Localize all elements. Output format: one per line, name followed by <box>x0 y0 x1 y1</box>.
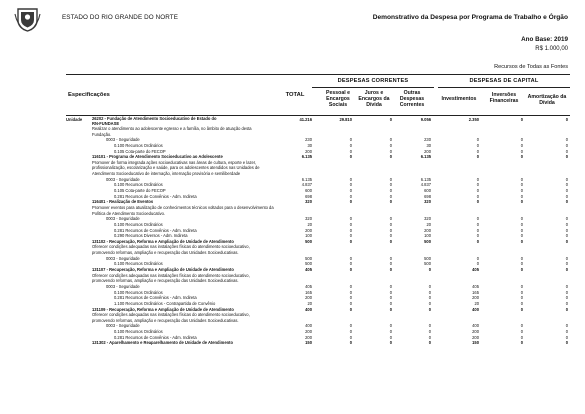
row-amortizacao-value: 0 <box>565 182 568 188</box>
row-label: 0.100 Recursos Ordinários <box>114 182 163 188</box>
resource-scope: Recursos de Todas as Fontes <box>494 64 568 70</box>
row-total-value: 200 <box>305 148 312 154</box>
row-total-value: 200 <box>305 334 312 340</box>
row-juros-value: 0 <box>389 323 392 329</box>
currency-unit: R$ 1.000,00 <box>535 46 568 52</box>
row-investimentos-value: 0 <box>476 137 479 143</box>
row-total-value: 6.135 <box>301 154 312 160</box>
state-coat-of-arms-icon <box>14 6 41 33</box>
row-label: Oferecer condições adequadas nas instalações físicas do atendimento socioeducativo, <box>92 312 250 318</box>
row-pessoal-value: 0 <box>349 323 352 329</box>
despesas-capital-header: DESPESAS DE CAPITAL <box>469 78 539 84</box>
row-label: 116401 - Realização de Eventos <box>92 199 154 205</box>
row-juros-value: 0 <box>389 148 392 154</box>
row-outras-value: 0 <box>428 329 431 335</box>
row-inversoes-value: 0 <box>520 154 523 160</box>
row-inversoes-value: 0 <box>520 295 523 301</box>
row-amortizacao-value: 0 <box>565 300 568 306</box>
row-investimentos-value: 405 <box>472 283 479 289</box>
despesas-correntes-header: DESPESAS CORRENTES <box>337 78 409 84</box>
row-label: 0003 - Seguridade <box>106 176 140 182</box>
row-outras-value: 30 <box>426 142 431 148</box>
row-amortizacao-value: 0 <box>565 216 568 222</box>
row-total-value: 200 <box>305 227 312 233</box>
table-row <box>66 340 570 346</box>
row-amortizacao-value: 0 <box>565 154 568 160</box>
row-outras-value: 0 <box>428 267 431 273</box>
row-amortizacao-value: 0 <box>565 289 568 295</box>
row-investimentos-value: 0 <box>476 238 479 244</box>
row-investimentos-value: 200 <box>472 295 479 301</box>
row-amortizacao-value: 0 <box>565 329 568 335</box>
row-juros-value: 0 <box>389 199 392 205</box>
row-outras-value: 0 <box>428 295 431 301</box>
row-pessoal-value: 0 <box>349 300 352 306</box>
row-label: 0.105 Cota-parte do FECOP <box>114 148 166 154</box>
row-total-value: 500 <box>305 261 312 267</box>
row-total-value: 600 <box>305 188 312 194</box>
row-inversoes-value: 0 <box>520 216 523 222</box>
row-pessoal-value: 0 <box>349 267 352 273</box>
row-inversoes-value: 0 <box>520 137 523 143</box>
row-inversoes-value: 0 <box>520 334 523 340</box>
row-total-value: 200 <box>305 295 312 301</box>
row-investimentos-value: 165 <box>472 289 479 295</box>
row-inversoes-value: 0 <box>520 188 523 194</box>
row-pessoal-value: 0 <box>349 188 352 194</box>
row-pessoal-value: 0 <box>349 221 352 227</box>
row-investimentos-value: 0 <box>476 176 479 182</box>
row-investimentos-value: 400 <box>472 323 479 329</box>
row-juros-value: 0 <box>389 255 392 261</box>
report-title: Demonstrativo da Despesa por Programa de Trabalho e Órgão <box>372 14 568 21</box>
row-amortizacao-value: 0 <box>565 221 568 227</box>
row-juros-value: 0 <box>389 216 392 222</box>
row-amortizacao-value: 0 <box>565 283 568 289</box>
unidade-total: 41.216 <box>299 117 312 122</box>
row-investimentos-value: 0 <box>476 216 479 222</box>
row-pessoal-value: 0 <box>349 148 352 154</box>
row-label: 0.281 Recursos de Convênios - Adm. Indireta <box>114 295 197 301</box>
row-pessoal-value: 0 <box>349 283 352 289</box>
row-juros-value: 0 <box>389 306 392 312</box>
row-label: 0.100 Recursos Ordinários <box>114 261 163 267</box>
row-outras-value: 500 <box>424 261 431 267</box>
row-inversoes-value: 0 <box>520 283 523 289</box>
row-inversoes-value: 0 <box>520 340 523 346</box>
row-outras-value: 0 <box>428 323 431 329</box>
row-outras-value: 320 <box>424 216 431 222</box>
row-inversoes-value: 0 <box>520 176 523 182</box>
row-amortizacao-value: 0 <box>565 340 568 346</box>
row-investimentos-value: 0 <box>476 255 479 261</box>
row-amortizacao-value: 0 <box>565 148 568 154</box>
row-label: Promover eventos para atualização de conhecimentos técnicos voltados para o desenvolvimento da <box>92 204 274 210</box>
row-outras-value: 0 <box>428 340 431 346</box>
ano-base: Ano Base: 2019 <box>521 36 568 43</box>
row-label: promovendo reformas, ampliação e recuperação das Unidades Socioeducativas. <box>92 278 239 284</box>
row-investimentos-value: 0 <box>476 193 479 199</box>
row-juros-value: 0 <box>389 188 392 194</box>
row-investimentos-value: 20 <box>474 300 479 306</box>
row-total-value: 400 <box>305 323 312 329</box>
row-amortizacao-value: 0 <box>565 188 568 194</box>
row-investimentos-value: 0 <box>476 199 479 205</box>
row-amortizacao-value: 0 <box>565 176 568 182</box>
row-total-value: 500 <box>305 255 312 261</box>
row-amortizacao-value: 0 <box>565 238 568 244</box>
row-outras-value: 20 <box>426 221 431 227</box>
row-investimentos-value: 0 <box>476 221 479 227</box>
row-label: 0.290 Recursos Diversos - Adm. Indireta <box>114 233 188 239</box>
investimentos-header: Investimentos <box>441 96 477 102</box>
row-total-value: 400 <box>305 306 312 312</box>
row-label: 0003 - Seguridade <box>106 216 140 222</box>
row-inversoes-value: 0 <box>520 261 523 267</box>
header-top-rule <box>66 74 570 75</box>
row-pessoal-value: 0 <box>349 176 352 182</box>
row-amortizacao-value: 0 <box>565 334 568 340</box>
row-outras-value: 200 <box>424 227 431 233</box>
unidade-pessoal: 29.810 <box>339 117 352 122</box>
row-juros-value: 0 <box>389 227 392 233</box>
row-pessoal-value: 0 <box>349 261 352 267</box>
row-inversoes-value: 0 <box>520 238 523 244</box>
row-outras-value: 320 <box>424 199 431 205</box>
row-inversoes-value: 0 <box>520 227 523 233</box>
pessoal-header: Pessoal e Encargos Sociais <box>326 90 350 109</box>
row-total-value: 320 <box>305 216 312 222</box>
row-juros-value: 0 <box>389 334 392 340</box>
row-inversoes-value: 0 <box>520 300 523 306</box>
row-inversoes-value: 0 <box>520 221 523 227</box>
row-outras-value: 100 <box>424 233 431 239</box>
row-juros-value: 0 <box>389 300 392 306</box>
unidade-investimentos: 2.350 <box>468 117 479 122</box>
row-total-value: 100 <box>305 233 312 239</box>
row-juros-value: 0 <box>389 137 392 143</box>
total-header: TOTAL <box>285 92 305 98</box>
row-amortizacao-value: 0 <box>565 261 568 267</box>
row-investimentos-value: 0 <box>476 182 479 188</box>
row-total-value: 405 <box>305 283 312 289</box>
row-juros-value: 0 <box>389 340 392 346</box>
row-outras-value: 698 <box>424 193 431 199</box>
row-label: Fundação. <box>92 131 112 137</box>
row-pessoal-value: 0 <box>349 142 352 148</box>
row-total-value: 320 <box>305 199 312 205</box>
row-pessoal-value: 0 <box>349 255 352 261</box>
row-juros-value: 0 <box>389 261 392 267</box>
row-total-value: 30 <box>307 142 312 148</box>
row-label: 0.100 Recursos Ordinários <box>114 142 163 148</box>
row-label: Realizar o atendimento ao adolescente egresso e a família, no âmbito de atuação desta <box>92 126 252 131</box>
row-label: 0.100 Recursos Ordinários <box>114 221 163 227</box>
row-investimentos-value: 405 <box>472 267 479 273</box>
row-juros-value: 0 <box>389 238 392 244</box>
row-amortizacao-value: 0 <box>565 323 568 329</box>
row-label: 131107 - Recuperação, Reforma e Ampliação de Unidade de Atendimento <box>92 267 234 273</box>
row-total-value: 230 <box>305 137 312 143</box>
row-label: 131102 - Recuperação, Reforma e Ampliação de Unidade de Atendimento <box>92 238 234 244</box>
row-juros-value: 0 <box>389 233 392 239</box>
row-inversoes-value: 0 <box>520 182 523 188</box>
row-outras-value: 6.135 <box>420 154 431 160</box>
unidade-label: Unidade <box>66 117 83 122</box>
row-total-value: 6.135 <box>301 176 312 182</box>
row-outras-value: 0 <box>428 289 431 295</box>
row-outras-value: 500 <box>424 255 431 261</box>
row-inversoes-value: 0 <box>520 233 523 239</box>
row-total-value: 4.837 <box>301 182 312 188</box>
row-investimentos-value: 0 <box>476 227 479 233</box>
row-juros-value: 0 <box>389 295 392 301</box>
current-group-rule <box>312 87 434 88</box>
row-total-value: 200 <box>305 329 312 335</box>
unidade-outras: 9.056 <box>420 117 431 122</box>
row-amortizacao-value: 0 <box>565 267 568 273</box>
row-pessoal-value: 0 <box>349 154 352 160</box>
state-name: ESTADO DO RIO GRANDE DO NORTE <box>62 14 179 21</box>
row-label: 0.281 Recursos de Convênios - Adm. Indireta <box>114 334 197 340</box>
row-outras-value: 0 <box>428 334 431 340</box>
row-investimentos-value: 0 <box>476 261 479 267</box>
row-investimentos-value: 200 <box>472 329 479 335</box>
row-outras-value: 0 <box>428 283 431 289</box>
row-investimentos-value: 200 <box>472 334 479 340</box>
row-pessoal-value: 0 <box>349 295 352 301</box>
row-juros-value: 0 <box>389 176 392 182</box>
row-label: profissionalização, escolarização e saúde, para os adolescentes atendidos nas Unidades de <box>92 165 260 171</box>
outras-header: Outras Despesas Correntes <box>399 90 425 109</box>
row-inversoes-value: 0 <box>520 255 523 261</box>
row-juros-value: 0 <box>389 154 392 160</box>
row-investimentos-value: 0 <box>476 148 479 154</box>
row-investimentos-value: 0 <box>476 154 479 160</box>
row-inversoes-value: 0 <box>520 306 523 312</box>
row-label: 0.281 Recursos de Convênios - Adm. Indireta <box>114 193 197 199</box>
row-juros-value: 0 <box>389 283 392 289</box>
row-outras-value: 200 <box>424 148 431 154</box>
row-amortizacao-value: 0 <box>565 295 568 301</box>
row-label: 0.100 Recursos Ordinários <box>114 329 163 335</box>
row-pessoal-value: 0 <box>349 329 352 335</box>
row-label: 0.281 Recursos de Convênios - Adm. Indireta <box>114 227 197 233</box>
row-label: 0.105 Cota-parte do FECOP <box>114 188 166 194</box>
row-inversoes-value: 0 <box>520 267 523 273</box>
row-pessoal-value: 0 <box>349 289 352 295</box>
row-label: 0003 - Seguridade <box>106 137 140 143</box>
row-pessoal-value: 0 <box>349 199 352 205</box>
row-total-value: 20 <box>307 300 312 306</box>
row-amortizacao-value: 0 <box>565 142 568 148</box>
row-investimentos-value: 400 <box>472 306 479 312</box>
row-label: 0003 - Seguridade <box>106 283 140 289</box>
row-inversoes-value: 0 <box>520 193 523 199</box>
row-label: promovendo reformas, ampliação e recuperação das Unidades Socioeducativas. <box>92 317 239 323</box>
row-inversoes-value: 0 <box>520 148 523 154</box>
row-outras-value: 0 <box>428 306 431 312</box>
row-pessoal-value: 0 <box>349 238 352 244</box>
row-label: Promover de forma integrada ações socioeducativas nas áreas de cultura, esporte e lazer, <box>92 159 257 165</box>
row-pessoal-value: 0 <box>349 216 352 222</box>
row-pessoal-value: 0 <box>349 182 352 188</box>
row-label: 0003 - Seguridade <box>106 323 140 329</box>
row-outras-value: 230 <box>424 137 431 143</box>
row-juros-value: 0 <box>389 221 392 227</box>
unidade-amortizacao: 0 <box>565 117 568 122</box>
row-total-value: 165 <box>305 289 312 295</box>
capital-group-rule <box>438 87 570 88</box>
row-amortizacao-value: 0 <box>565 137 568 143</box>
row-label: 131109 - Recuperação, Reforma e Ampliação de Unidade de Atendimento <box>92 306 234 312</box>
row-pessoal-value: 0 <box>349 340 352 346</box>
row-label: 0003 - Seguridade <box>106 255 140 261</box>
row-pessoal-value: 0 <box>349 334 352 340</box>
row-total-value: 500 <box>305 238 312 244</box>
row-total-value: 20 <box>307 221 312 227</box>
row-amortizacao-value: 0 <box>565 255 568 261</box>
row-inversoes-value: 0 <box>520 199 523 205</box>
row-label: Oferecer condições adequadas nas instalações físicas do atendimento socioeducativo, <box>92 244 250 250</box>
row-juros-value: 0 <box>389 142 392 148</box>
unidade-name: 26202 - Fundação de Atendimento Socioeducativo de Estado do RN-FUNDASE <box>92 116 217 126</box>
row-amortizacao-value: 0 <box>565 306 568 312</box>
row-total-value: 698 <box>305 193 312 199</box>
row-pessoal-value: 0 <box>349 227 352 233</box>
row-inversoes-value: 0 <box>520 329 523 335</box>
inversoes-header: Inversões Financeiras <box>489 92 519 105</box>
row-label: Atendimento Socioeducativo de internação, internação provisória e semiliberdade <box>92 171 241 177</box>
row-total-value: 150 <box>305 340 312 346</box>
row-outras-value: 4.837 <box>420 182 431 188</box>
row-outras-value: 6.135 <box>420 176 431 182</box>
row-label: Oferecer condições adequadas nas instalações físicas do atendimento socioeducativo, <box>92 272 250 278</box>
row-investimentos-value: 0 <box>476 188 479 194</box>
row-outras-value: 500 <box>424 238 431 244</box>
unidade-inversoes: 0 <box>520 117 523 122</box>
row-juros-value: 0 <box>389 289 392 295</box>
amortizacao-header: Amortização da Dívida <box>527 94 567 107</box>
row-investimentos-value: 0 <box>476 233 479 239</box>
program-rows <box>66 126 570 346</box>
unidade-juros: 0 <box>389 117 392 122</box>
row-investimentos-value: 150 <box>472 340 479 346</box>
row-amortizacao-value: 0 <box>565 227 568 233</box>
row-inversoes-value: 0 <box>520 323 523 329</box>
row-amortizacao-value: 0 <box>565 233 568 239</box>
row-juros-value: 0 <box>389 193 392 199</box>
row-outras-value: 600 <box>424 188 431 194</box>
row-inversoes-value: 0 <box>520 289 523 295</box>
unidade-row <box>66 117 570 125</box>
especificacoes-header: Especificações <box>68 92 110 98</box>
row-pessoal-value: 0 <box>349 137 352 143</box>
row-total-value: 405 <box>305 267 312 273</box>
row-investimentos-value: 0 <box>476 142 479 148</box>
row-amortizacao-value: 0 <box>565 193 568 199</box>
row-juros-value: 0 <box>389 182 392 188</box>
row-juros-value: 0 <box>389 267 392 273</box>
row-inversoes-value: 0 <box>520 142 523 148</box>
row-label: 0.100 Recursos Ordinários <box>114 289 163 295</box>
row-amortizacao-value: 0 <box>565 199 568 205</box>
row-label: Política de Atendimento Socioeducativo. <box>92 210 166 216</box>
row-pessoal-value: 0 <box>349 306 352 312</box>
row-label: 116101 - Programa de Atendimento Socioeducativo ao Adolescente <box>92 154 223 160</box>
row-label: 1.100 Recursos Ordinários - Contrapartida de Convênio <box>114 300 216 306</box>
row-label: 131302 - Aparelhamento e Reaparelhamento de Unidade de Atendimento <box>92 340 233 346</box>
juros-header: Juros e Encargos da Dívida <box>358 90 390 109</box>
row-juros-value: 0 <box>389 329 392 335</box>
row-pessoal-value: 0 <box>349 193 352 199</box>
row-pessoal-value: 0 <box>349 233 352 239</box>
row-label: promovendo reformas, ampliação e recuperação das Unidades Socioeducativas. <box>92 250 239 256</box>
row-outras-value: 0 <box>428 300 431 306</box>
